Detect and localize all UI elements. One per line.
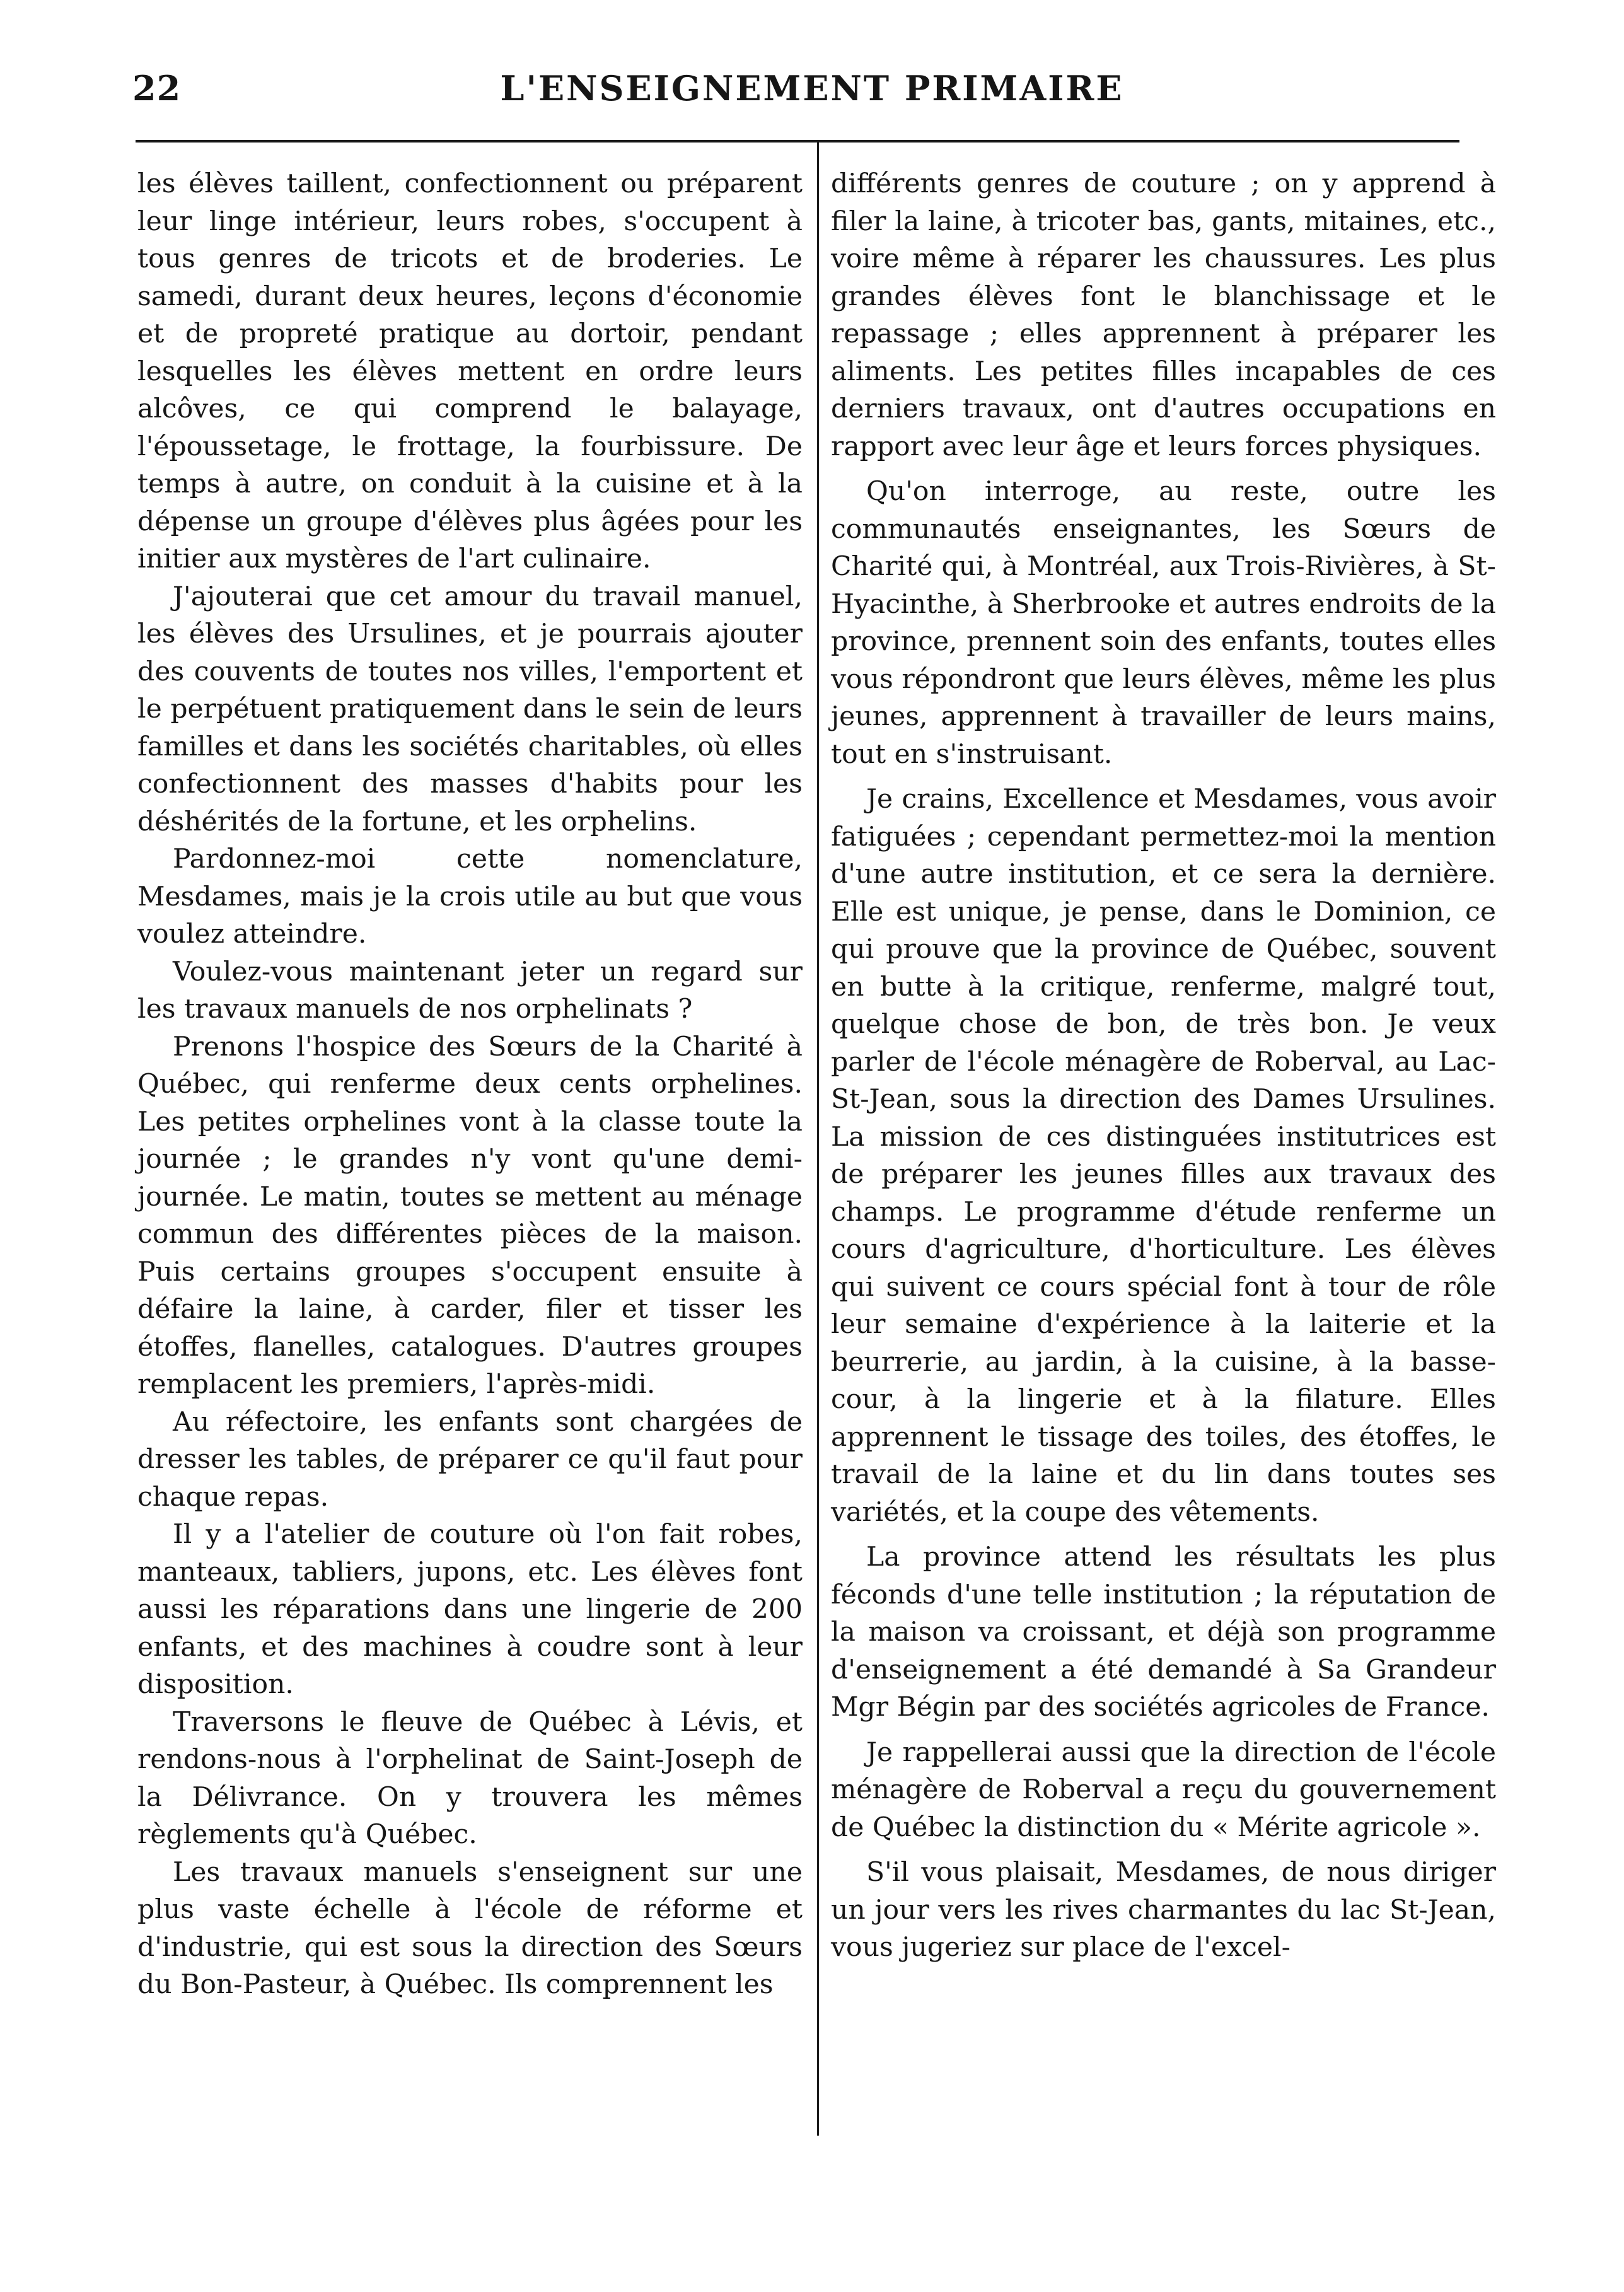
right-paragraph-6: S'il vous plaisait, Mesdames, de nous diriger un jour vers les rives charmantes du lac St-Jean, vous jugeriez sur place de l'excel- xyxy=(831,1857,1496,1963)
right-column xyxy=(831,165,1496,1967)
column-divider xyxy=(817,140,819,2136)
left-paragraph-7: Il y a l'atelier de couture où l'on fait robes, manteaux, tabliers, jupons, etc. Les élèves font aussi les réparations dans une lingerie de 200 enfants, et des machines à coudre sont à leur disposition. xyxy=(137,1519,803,1700)
right-paragraph-1: différents genres de couture ; on y apprend à filer la laine, à tricoter bas, gants, mitaines, etc., voire même à réparer les chaussures. Les plus grandes élèves font le blanchissage et le repassage ; elles apprennent à préparer les aliments. Les petites filles incapables de ces derniers travaux, ont d'autres occupations en rapport avec leur âge et leurs forces physiques. xyxy=(831,168,1496,462)
left-paragraph-8: Traversons le fleuve de Québec à Lévis, et rendons-nous à l'orphelinat de Saint-Joseph de la Délivrance. On y trouvera les mêmes règlements qu'à Québec. xyxy=(137,1706,803,1850)
page-number: 22 xyxy=(132,68,182,108)
left-paragraph-3: Pardonnez-moi cette nomenclature, Mesdames, mais je la crois utile au but que vous voulez atteindre. xyxy=(137,844,803,950)
right-paragraph-3: Je crains, Excellence et Mesdames, vous avoir fatiguées ; cependant permettez-moi la mention d'une autre institution, et ce sera la dernière. Elle est unique, je pense, dans le Dominion, ce qui prouve que la province de Québec, souvent en butte à la critique, renferme, malgré tout, quelque chose de bon, de très bon. Je veux parler de l'école ménagère de Roberval, au Lac-St-Jean, sous la direction des Dames Ursulines. La mission de ces distinguées institutrices est de préparer les jeunes filles aux travaux des champs. Le programme d'étude renferme un cours d'agriculture, d'horticulture. Les élèves qui suivent ce cours spécial font à tour de rôle leur semaine d'expérience à la laiterie et la beurrerie, au jardin, à la cuisine, à la basse-cour, à la lingerie et à la filature. Elles apprennent le tissage des toiles, des étoffes, le travail de la laine et du lin dans toutes ses variétés, et la coupe des vêtements. xyxy=(831,784,1496,1528)
right-paragraph-2: Qu'on interroge, au reste, outre les communautés enseignantes, les Sœurs de Charité qui, à Montréal, aux Trois-Rivières, à St-Hyacinthe, à Sherbrooke et autres endroits de la province, prennent soin des enfants, toutes elles vous répondront que leurs élèves, même les plus jeunes, apprennent à travailler de leurs mains, tout en s'instruisant. xyxy=(831,476,1496,770)
left-paragraph-6: Au réfectoire, les enfants sont chargées de dresser les tables, de préparer ce qu'il faut pour chaque repas. xyxy=(137,1406,803,1513)
left-column xyxy=(137,165,803,2004)
header-rule xyxy=(136,140,1459,143)
left-paragraph-1: les élèves taillent, confectionnent ou préparent leur linge intérieur, leurs robes, s'occupent à tous genres de tricots et de broderies. Le samedi, durant deux heures, leçons d'économie et de propreté pratique au dortoir, pendant lesquelles les élèves mettent en ordre leurs alcôves, ce qui comprend le balayage, l'époussetage, le frottage, la fourbissure. De temps à autre, on conduit à la cuisine et à la dépense un groupe d'élèves plus âgées pour les initier aux mystères de l'art culinaire. xyxy=(137,168,803,574)
right-paragraph-5: Je rappellerai aussi que la direction de l'école ménagère de Roberval a reçu du gouvernement de Québec la distinction du « Mérite agricole ». xyxy=(831,1736,1496,1843)
left-paragraph-5: Prenons l'hospice des Sœurs de la Charité à Québec, qui renferme deux cents orphelines. Les petites orphelines vont à la classe toute la journée ; le grandes n'y vont qu'une demi-journée. Le matin, toutes se mettent au ménage commun des différentes pièces de la maison. Puis certains groupes s'occupent ensuite à défaire la laine, à carder, filer et tisser les étoffes, flanelles, catalogues. D'autres groupes remplacent les premiers, l'après-midi. xyxy=(137,1031,803,1400)
left-paragraph-2: J'ajouterai que cet amour du travail manuel, les élèves des Ursulines, et je pourrais ajouter des couvents de toutes nos villes, l'emportent et le perpétuent pratiquement dans le sein de leurs familles et dans les sociétés charitables, où elles confectionnent des masses d'habits pour les déshérités de la fortune, et les orphelins. xyxy=(137,581,803,837)
left-paragraph-9: Les travaux manuels s'enseignent sur une plus vaste échelle à l'école de réforme et d'industrie, qui est sous la direction des Sœurs du Bon-Pasteur, à Québec. Ils comprennent les xyxy=(137,1856,803,2000)
left-paragraph-4: Voulez-vous maintenant jeter un regard sur les travaux manuels de nos orphelinats ? xyxy=(137,956,803,1025)
running-head: L'ENSEIGNEMENT PRIMAIRE xyxy=(500,68,1124,108)
right-paragraph-4: La province attend les résultats les plus féconds d'une telle institution ; la réputation de la maison va croissant, et déjà son programme d'enseignement a été demandé à Sa Grandeur Mgr Bégin par des sociétés agricoles de France. xyxy=(831,1542,1496,1723)
